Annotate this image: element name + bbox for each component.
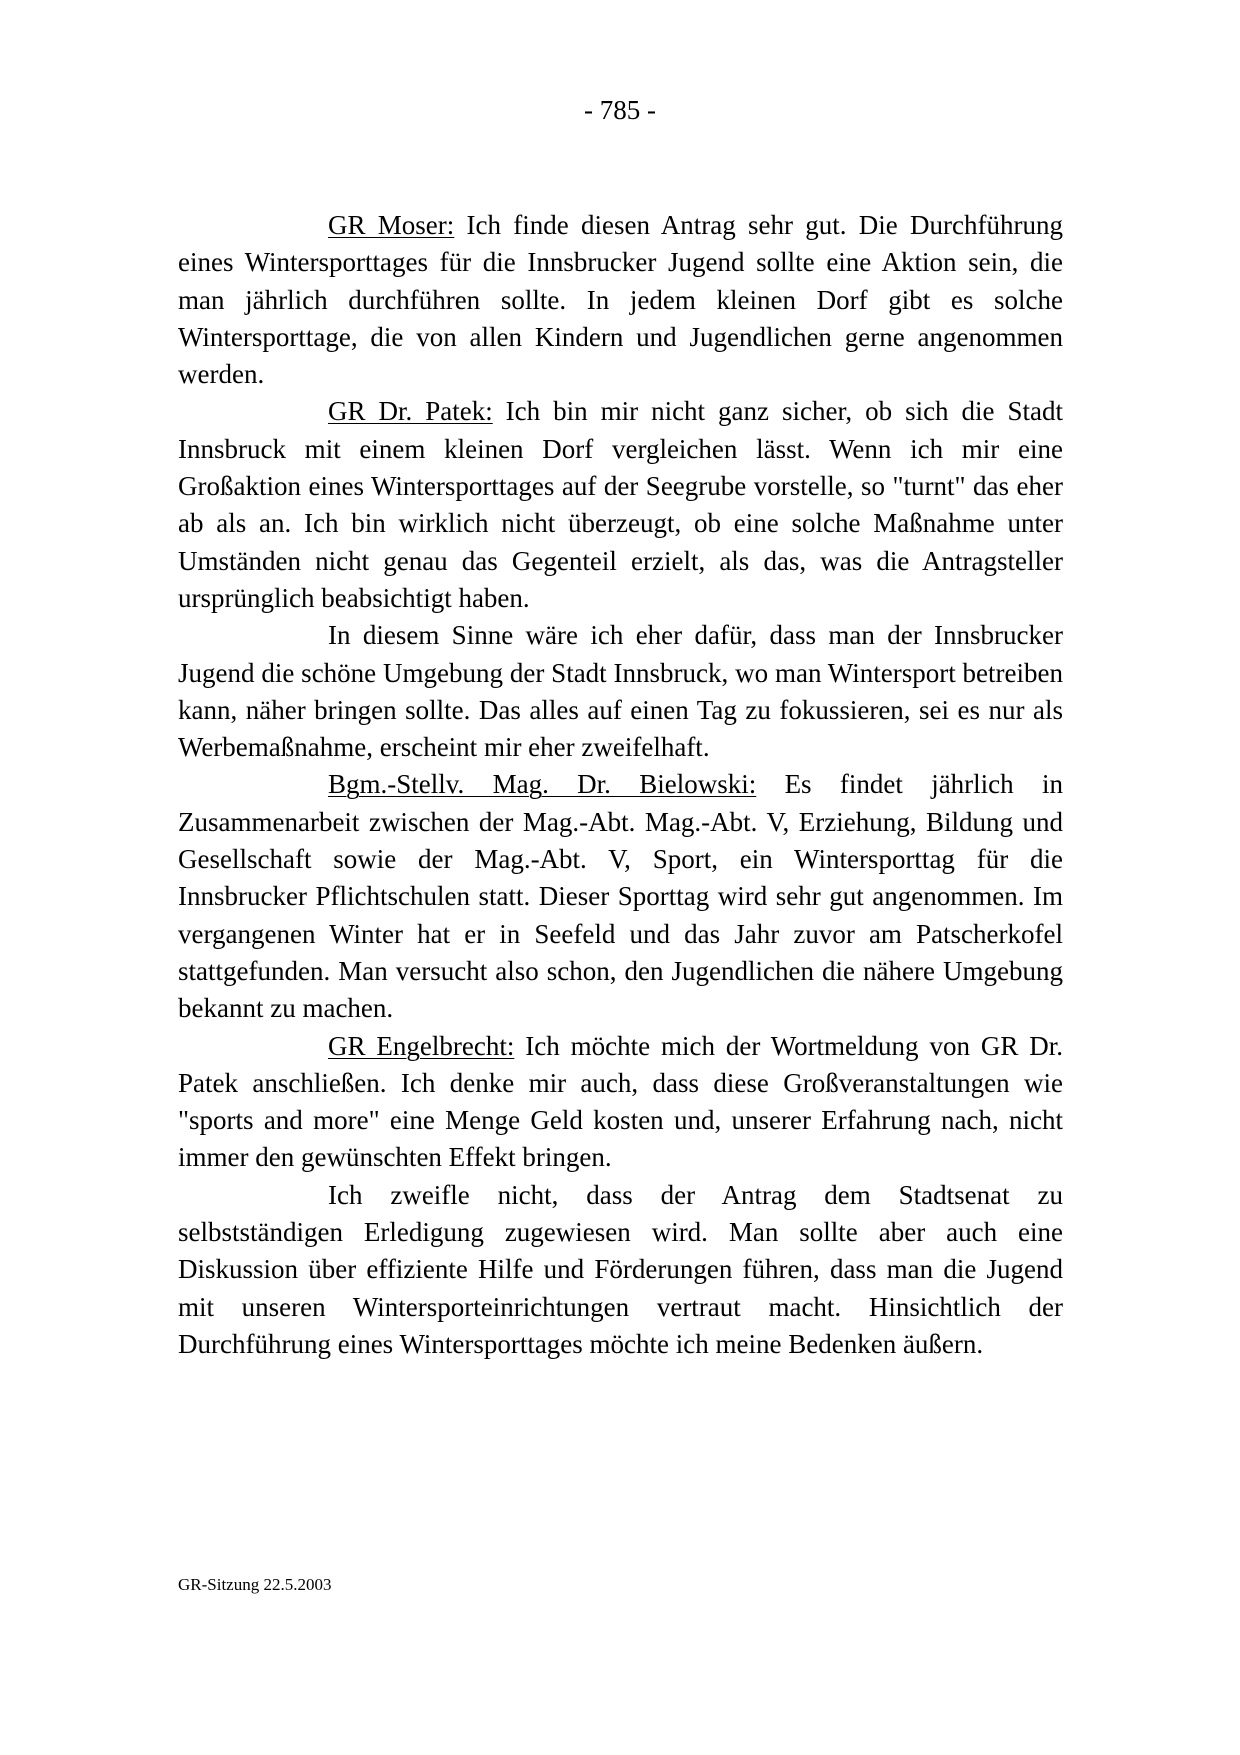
paragraph-text: Ich möchte mich der Wortmeldung von GR Dr. Patek anschließen. Ich denke mir auch, dass diese Großveranstaltungen wie "sports and more" eine Menge Geld kosten und, unserer Erfahrung nach, nicht immer den gewünschten Effekt bringen.: [178, 1030, 1063, 1173]
paragraph-bielowski: [178, 766, 1063, 1027]
paragraph-patek-continued: [178, 617, 1063, 766]
speaker-name: GR Moser:: [328, 210, 455, 240]
paragraph-moser: [178, 207, 1063, 393]
paragraph-text: Es findet jährlich in Zusammenarbeit zwischen der Mag.-Abt. Mag.-Abt. V, Erziehung, Bildung und Gesellschaft sowie der Mag.-Abt. V, Sport, ein Wintersporttag für die Innsbrucker Pflichtschulen statt. Dieser Sporttag wird sehr gut angenommen. Im vergangenen Winter hat er in Seefeld und das Jahr zuvor am Patscherkofel stattgefunden. Man versucht also schon, den Jugendlichen die nähere Umgebung bekannt zu machen.: [178, 769, 1063, 1024]
paragraph-engelbrecht: [178, 1028, 1063, 1177]
paragraph-text: Ich finde diesen Antrag sehr gut. Die Durchführung eines Wintersporttages für die Innsbrucker Jugend sollte eine Aktion sein, die man jährlich durchführen sollte. In jedem kleinen Dorf gibt es solche Wintersporttage, die von allen Kindern und Jugendlichen gerne angenommen werden.: [178, 210, 1064, 390]
paragraph-engelbrecht-continued: [178, 1177, 1063, 1363]
paragraph-patek: [178, 393, 1063, 617]
transcript-body: [178, 207, 1063, 1363]
paragraph-text: Ich zweifle nicht, dass der Antrag dem Stadtsenat zu selbstständigen Erledigung zugewiesen wird. Man sollte aber auch eine Diskussion über effiziente Hilfe und Förderungen führen, dass man die Jugend mit unseren Wintersporteinrichtungen vertraut macht. Hinsichtlich der Durchführung eines Wintersporttages möchte ich meine Bedenken äußern.: [178, 1179, 1063, 1359]
page-number: - 785 -: [584, 95, 656, 125]
paragraph-text: In diesem Sinne wäre ich eher dafür, dass man der Innsbrucker Jugend die schöne Umgebung der Stadt Innsbruck, wo man Wintersport betreiben kann, näher bringen sollte. Das alles auf einen Tag zu fokussieren, sei es nur als Werbemaßnahme, erscheint mir eher zweifelhaft.: [178, 620, 1063, 763]
footer-session-date: GR-Sitzung 22.5.2003: [178, 1575, 332, 1594]
speaker-name: GR Engelbrecht:: [328, 1030, 515, 1061]
paragraph-text: Ich bin mir nicht ganz sicher, ob sich die Stadt Innsbruck mit einem kleinen Dorf vergleichen lässt. Wenn ich mir eine Großaktion eines Wintersporttages auf der Seegrube vorstelle, so "turnt" das eher ab als an. Ich bin wirklich nicht überzeugt, ob eine solche Maßnahme unter Umständen nicht genau das Gegenteil erzielt, als das, was die Antragsteller ursprünglich beabsichtigt haben.: [178, 396, 1063, 613]
speaker-name: Bgm.-Stellv. Mag. Dr. Bielowski:: [328, 769, 757, 800]
speaker-name: GR Dr. Patek:: [328, 396, 493, 427]
